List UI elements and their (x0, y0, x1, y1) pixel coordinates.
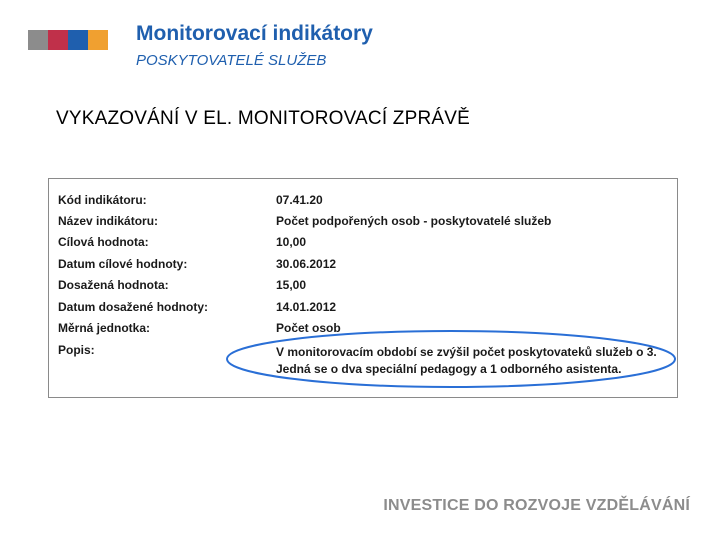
indicator-value: Počet osob (276, 321, 341, 335)
indicator-panel (48, 178, 678, 398)
indicator-label: Měrná jednotka: (58, 321, 151, 335)
indicator-label: Popis: (58, 343, 95, 357)
logo-bar-red (48, 30, 68, 50)
page-subtitle: POSKYTOVATELÉ SLUŽEB (136, 52, 327, 69)
indicator-label: Datum dosažené hodnoty: (58, 300, 209, 314)
indicator-label: Kód indikátoru: (58, 193, 147, 207)
indicator-value: 15,00 (276, 278, 307, 292)
logo (28, 30, 108, 50)
indicator-value: 10,00 (276, 235, 307, 249)
description-line: V monitorovacím období se zvýšil počet poskytovateků služeb o 3. (276, 345, 657, 359)
footer-tagline: INVESTICE DO ROZVOJE VZDĚLÁVÁNÍ (383, 497, 690, 514)
indicator-value: 07.41.20 (276, 193, 323, 207)
indicator-label: Datum cílové hodnoty: (58, 257, 188, 271)
page-title: Monitorovací indikátory (136, 22, 373, 45)
indicator-value: Počet podpořených osob - poskytovatelé služeb (276, 214, 552, 228)
description-line: Jedná se o dva speciální pedagogy a 1 odborného asistenta. (276, 362, 622, 376)
indicator-value: 14.01.2012 (276, 300, 337, 314)
indicator-label: Dosažená hodnota: (58, 278, 169, 292)
logo-bar-blue (68, 30, 88, 50)
highlight-ellipse (49, 179, 677, 397)
logo-bar-orange (88, 30, 108, 50)
indicator-value: 30.06.2012 (276, 257, 337, 271)
indicator-label: Název indikátoru: (58, 214, 159, 228)
logo-bar-gray (28, 30, 48, 50)
indicator-label: Cílová hodnota: (58, 235, 149, 249)
section-heading: VYKAZOVÁNÍ V EL. MONITOROVACÍ ZPRÁVĚ (56, 108, 471, 129)
